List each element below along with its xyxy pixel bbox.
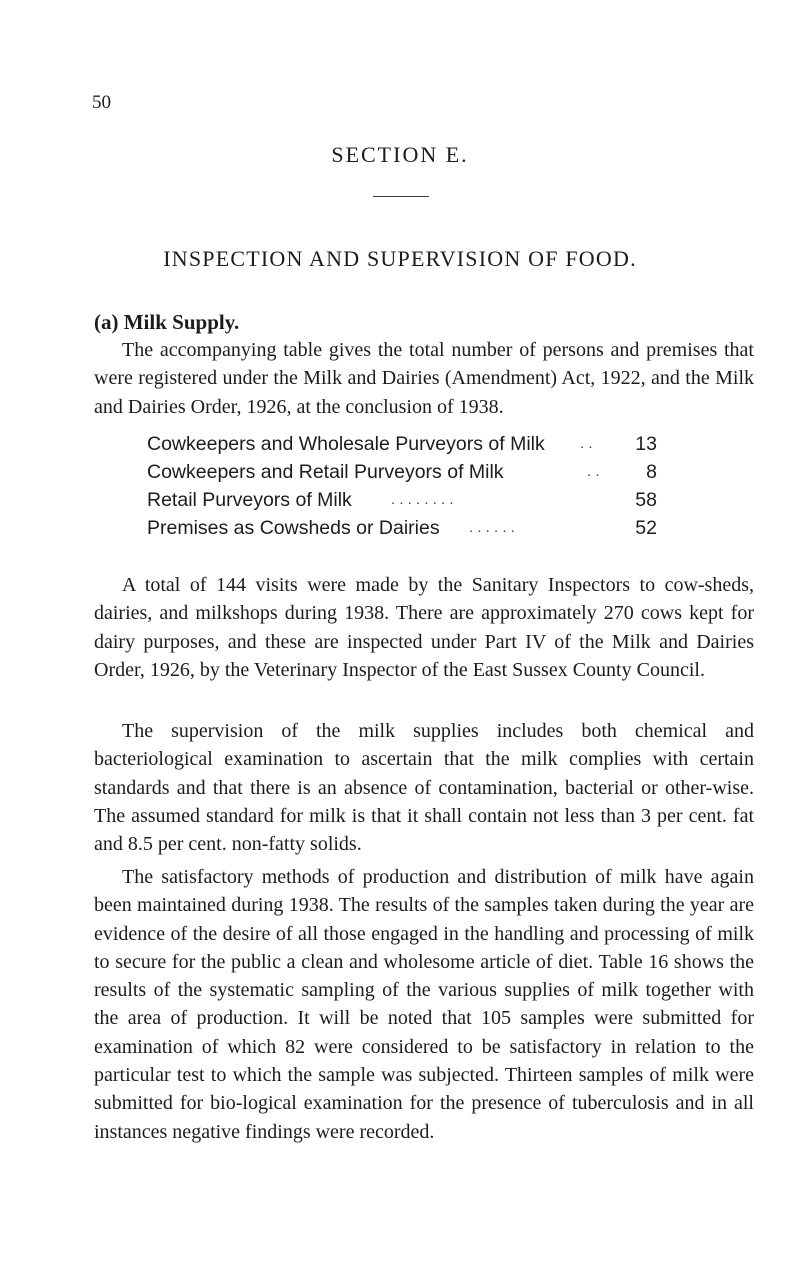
leader-dots: . . . . . . (469, 519, 515, 536)
registration-table (147, 430, 657, 542)
registration-row (147, 486, 657, 514)
page-number: 50 (92, 92, 111, 113)
registration-label: Premises as Cowsheds or Dairies (147, 517, 440, 539)
leader-dots: . . . . . . . . (391, 491, 454, 508)
registration-count: 52 (635, 517, 657, 539)
divider-rule (373, 196, 429, 197)
registration-count: 58 (635, 489, 657, 511)
registration-row (147, 458, 657, 486)
registration-row (147, 514, 657, 542)
registration-label: Cowkeepers and Wholesale Purveyors of Milk (147, 433, 545, 455)
leader-dots: . . (580, 435, 593, 452)
leader-dots: . . (587, 463, 600, 480)
methods-paragraph: The satisfactory methods of production and distribution of milk have again been maintained during 1938. The results of the samples taken during the year are evidence of the desire of all those engaged in the handling and processing of milk to secure for the public a clean and wholesome article of diet. Table 16 shows the results of the systematic sampling of the various supplies of milk together with the area of production. It will be noted that 105 samples were submitted for examination of which 82 were considered to be satisfactory in relation to the particular test to which the sample was subjected. Thirteen samples of milk were submitted for bio-logical examination for the presence of tuberculosis and in all instances negative findings were recorded. (94, 866, 754, 1143)
milk-supply-subheading: (a) Milk Supply. (94, 310, 240, 334)
registration-label: Cowkeepers and Retail Purveyors of Milk (147, 461, 504, 483)
registration-label: Retail Purveyors of Milk (147, 489, 352, 511)
visits-paragraph: A total of 144 visits were made by the Sanitary Inspectors to cow-sheds, dairies, and milkshops during 1938. There are approximately 270 cows kept for dairy purposes, and these are inspected under Part IV of the Milk and Dairies Order, 1926, by the Veterinary Inspector of the East Sussex County Council. (94, 574, 754, 681)
registration-row (147, 430, 657, 458)
page-title: INSPECTION AND SUPERVISION OF FOOD. (163, 246, 637, 271)
registration-count: 8 (646, 461, 657, 483)
intro-paragraph: The accompanying table gives the total number of persons and premises that were registered under the Milk and Dairies (Amendment) Act, 1922, and the Milk and Dairies Order, 1926, at the conclusion of 1938. (94, 339, 754, 418)
supervision-paragraph: The supervision of the milk supplies includes both chemical and bacteriological examination to ascertain that the milk complies with certain standards and that there is an absence of contamination, bacterial or other-wise. The assumed standard for milk is that it shall contain not less than 3 per cent. fat and 8.5 per cent. non-fatty solids. (94, 720, 754, 856)
registration-count: 13 (635, 433, 657, 455)
section-heading: SECTION E. (331, 142, 469, 167)
